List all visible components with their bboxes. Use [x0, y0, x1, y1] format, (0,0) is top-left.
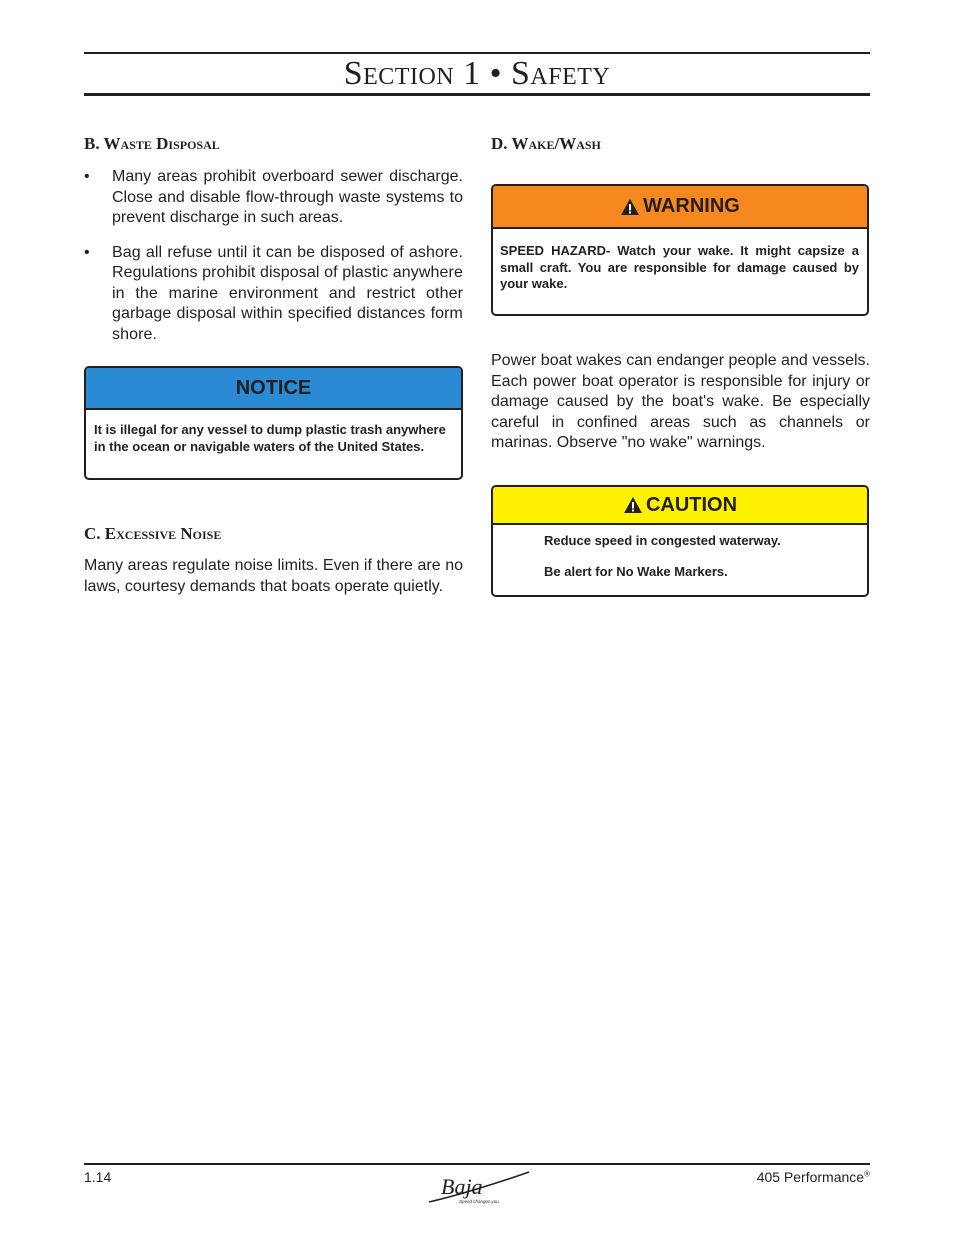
waste-disposal-heading: B. Waste Disposal — [84, 134, 220, 153]
page-number: 1.14 — [84, 1169, 112, 1185]
warning-triangle-icon — [623, 496, 643, 514]
excessive-noise-text: Many areas regulate noise limits. Even if there are no laws, courtesy demands that boats operate quietly. — [84, 557, 463, 595]
warning-triangle-icon — [620, 198, 640, 216]
footer-rule — [84, 1163, 870, 1165]
warning-box — [491, 184, 869, 316]
list-item — [84, 167, 463, 229]
caution-header — [493, 487, 867, 525]
model-text: 405 Performance — [756, 1169, 865, 1185]
logo-text: Baja — [441, 1174, 483, 1199]
notice-box — [84, 366, 463, 480]
caution-line: Reduce speed in congested waterway. — [544, 533, 781, 548]
left-column — [84, 132, 463, 359]
logo-tagline: Speed changes you. — [459, 1199, 501, 1204]
header-bottom-rule — [84, 93, 870, 96]
registered-mark: ® — [864, 1169, 870, 1179]
bullet-text: Bag all refuse until it can be disposed of ashore. Regulations prohibit disposal of plastic anywhere in the marine environment and restrict other garbage disposal within specified distances form shore. — [112, 243, 463, 343]
right-column — [491, 132, 870, 156]
warning-text: SPEED HAZARD- Watch your wake. It might capsize a small craft. You are responsible for damage caused by your wake. — [500, 243, 859, 291]
page-title: Section 1 • Safety — [343, 55, 611, 92]
baja-logo — [425, 1170, 531, 1206]
warning-header — [493, 186, 867, 229]
excessive-noise-heading: C. Excessive Noise — [84, 524, 222, 543]
bullet-icon: • — [84, 168, 90, 185]
wake-wash-heading: D. Wake/Wash — [491, 134, 601, 153]
caution-label: CAUTION — [645, 493, 738, 516]
bullet-icon: • — [84, 243, 90, 261]
model-name — [757, 1169, 870, 1185]
list-item — [84, 243, 463, 346]
caution-box — [491, 485, 869, 597]
notice-label: NOTICE — [235, 376, 312, 399]
notice-text: It is illegal for any vessel to dump plastic trash anywhere in the ocean or navigable waters of the United States. — [94, 422, 446, 454]
excessive-noise-section — [84, 522, 463, 597]
caution-line: Be alert for No Wake Markers. — [544, 563, 728, 579]
waste-disposal-list — [84, 167, 463, 345]
warning-label: WARNING — [643, 195, 740, 217]
wake-wash-text: Power boat wakes can endanger people and vessels. Each power boat operator is responsible for injury or damage caused by the boat's wake. Be especially careful in confined areas such as channels or marinas. Observe "no wake" warnings. — [491, 352, 870, 451]
notice-header — [86, 368, 461, 410]
bullet-text: Many areas prohibit overboard sewer discharge. Close and disable flow-through waste systems to prevent discharge in such areas. — [112, 168, 463, 226]
